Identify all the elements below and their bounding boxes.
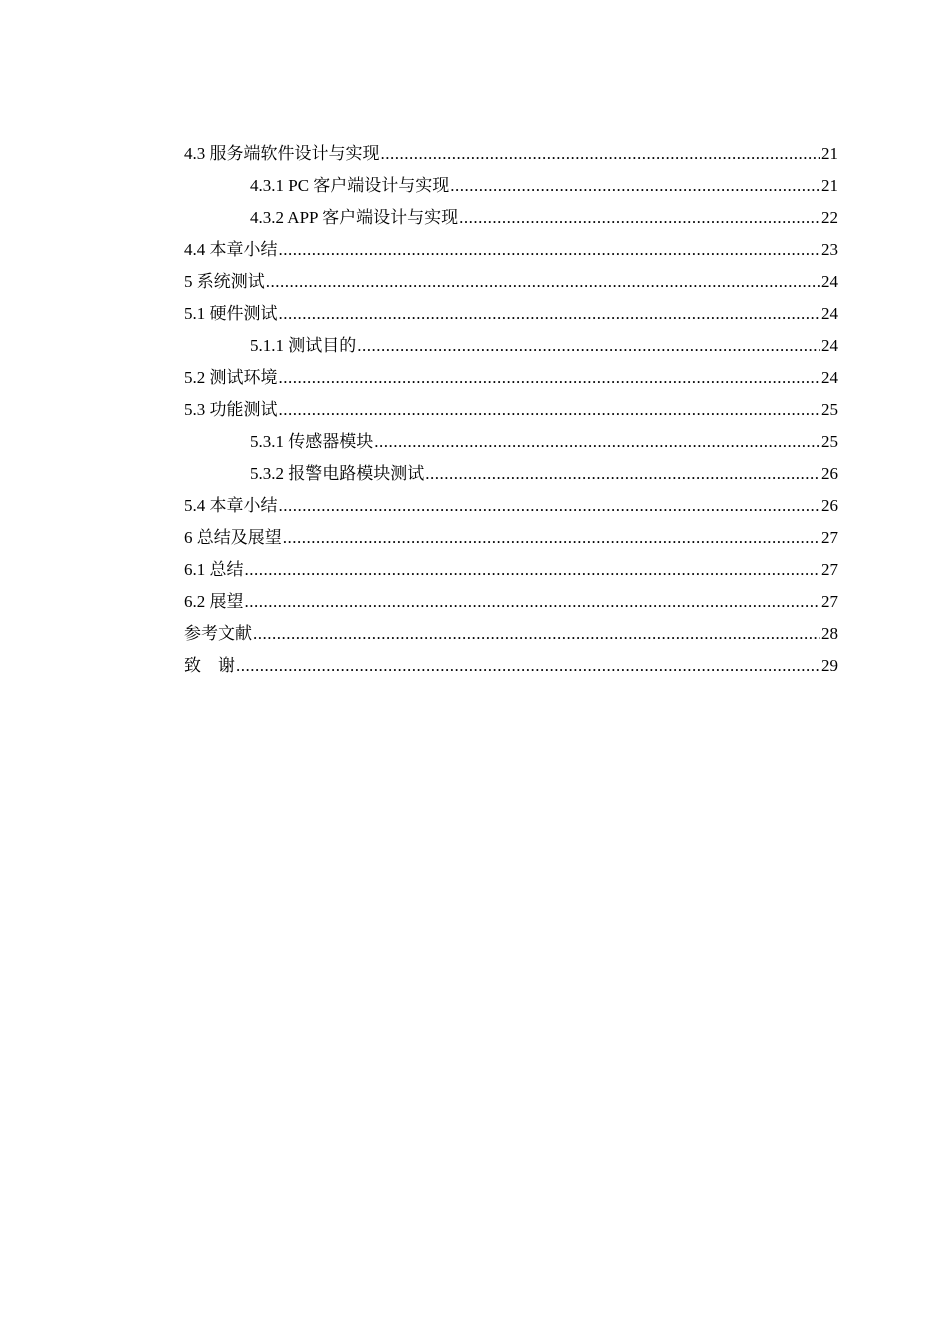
toc-dot-leader bbox=[253, 618, 820, 650]
toc-entry-page: 29 bbox=[821, 656, 838, 675]
toc-entry[interactable] bbox=[184, 490, 838, 522]
toc-dot-leader bbox=[283, 522, 820, 554]
toc-entry[interactable] bbox=[184, 170, 838, 202]
toc-dot-leader bbox=[374, 426, 820, 458]
toc-entry-page: 27 bbox=[821, 592, 838, 611]
toc-entry-title: 4.4 本章小结 bbox=[184, 240, 278, 259]
toc-dot-leader bbox=[279, 234, 821, 266]
toc-entry-title: 5 系统测试 bbox=[184, 272, 265, 291]
toc-entry[interactable] bbox=[184, 266, 838, 298]
toc-entry-page: 24 bbox=[821, 304, 838, 323]
toc-entry[interactable] bbox=[184, 458, 838, 490]
toc-entry-page: 25 bbox=[821, 400, 838, 419]
toc-entry-title: 5.3.1 传感器模块 bbox=[250, 432, 374, 451]
toc-entry-page: 24 bbox=[821, 368, 838, 387]
toc-dot-leader bbox=[459, 202, 820, 234]
table-of-contents bbox=[184, 138, 838, 682]
toc-entry-page: 27 bbox=[821, 560, 838, 579]
toc-dot-leader bbox=[266, 266, 820, 298]
toc-entry-title: 5.1.1 测试目的 bbox=[250, 336, 357, 355]
toc-entry-title: 致 谢 bbox=[184, 656, 235, 675]
toc-entry[interactable] bbox=[184, 650, 838, 682]
toc-entry-title: 6.2 展望 bbox=[184, 592, 244, 611]
toc-entry[interactable] bbox=[184, 554, 838, 586]
toc-entry-page: 26 bbox=[821, 464, 838, 483]
toc-entry-title: 4.3 服务端软件设计与实现 bbox=[184, 144, 380, 163]
toc-entry-title: 6 总结及展望 bbox=[184, 528, 282, 547]
toc-dot-leader bbox=[381, 138, 821, 170]
toc-entry[interactable] bbox=[184, 202, 838, 234]
toc-entry-page: 24 bbox=[821, 336, 838, 355]
toc-entry[interactable] bbox=[184, 362, 838, 394]
toc-entry-title: 5.1 硬件测试 bbox=[184, 304, 278, 323]
toc-dot-leader bbox=[245, 586, 821, 618]
toc-dot-leader bbox=[357, 330, 820, 362]
toc-entry-title: 5.3 功能测试 bbox=[184, 400, 278, 419]
toc-dot-leader bbox=[279, 490, 821, 522]
toc-entry-page: 23 bbox=[821, 240, 838, 259]
toc-entry-title: 5.3.2 报警电路模块测试 bbox=[250, 464, 425, 483]
toc-entry-title: 5.4 本章小结 bbox=[184, 496, 278, 515]
toc-entry-page: 21 bbox=[821, 176, 838, 195]
toc-dot-leader bbox=[450, 170, 820, 202]
toc-entry-title: 4.3.1 PC 客户端设计与实现 bbox=[250, 176, 450, 195]
toc-entry-page: 27 bbox=[821, 528, 838, 547]
toc-entry[interactable] bbox=[184, 330, 838, 362]
toc-entry[interactable] bbox=[184, 394, 838, 426]
toc-entry-page: 24 bbox=[821, 272, 838, 291]
toc-entry[interactable] bbox=[184, 426, 838, 458]
toc-entry-title: 6.1 总结 bbox=[184, 560, 244, 579]
toc-entry-title: 参考文献 bbox=[184, 624, 252, 643]
toc-dot-leader bbox=[236, 650, 820, 682]
toc-entry[interactable] bbox=[184, 138, 838, 170]
toc-entry-page: 21 bbox=[821, 144, 838, 163]
toc-entry-page: 28 bbox=[821, 624, 838, 643]
toc-dot-leader bbox=[245, 554, 821, 586]
toc-entry[interactable] bbox=[184, 234, 838, 266]
toc-dot-leader bbox=[279, 394, 821, 426]
toc-dot-leader bbox=[279, 362, 821, 394]
toc-entry-title: 5.2 测试环境 bbox=[184, 368, 278, 387]
toc-entry[interactable] bbox=[184, 618, 838, 650]
toc-dot-leader bbox=[425, 458, 820, 490]
toc-entry-page: 22 bbox=[821, 208, 838, 227]
toc-dot-leader bbox=[279, 298, 821, 330]
toc-entry-title: 4.3.2 APP 客户端设计与实现 bbox=[250, 208, 459, 227]
toc-entry[interactable] bbox=[184, 586, 838, 618]
toc-entry[interactable] bbox=[184, 522, 838, 554]
toc-entry-page: 25 bbox=[821, 432, 838, 451]
toc-entry[interactable] bbox=[184, 298, 838, 330]
toc-entry-page: 26 bbox=[821, 496, 838, 515]
